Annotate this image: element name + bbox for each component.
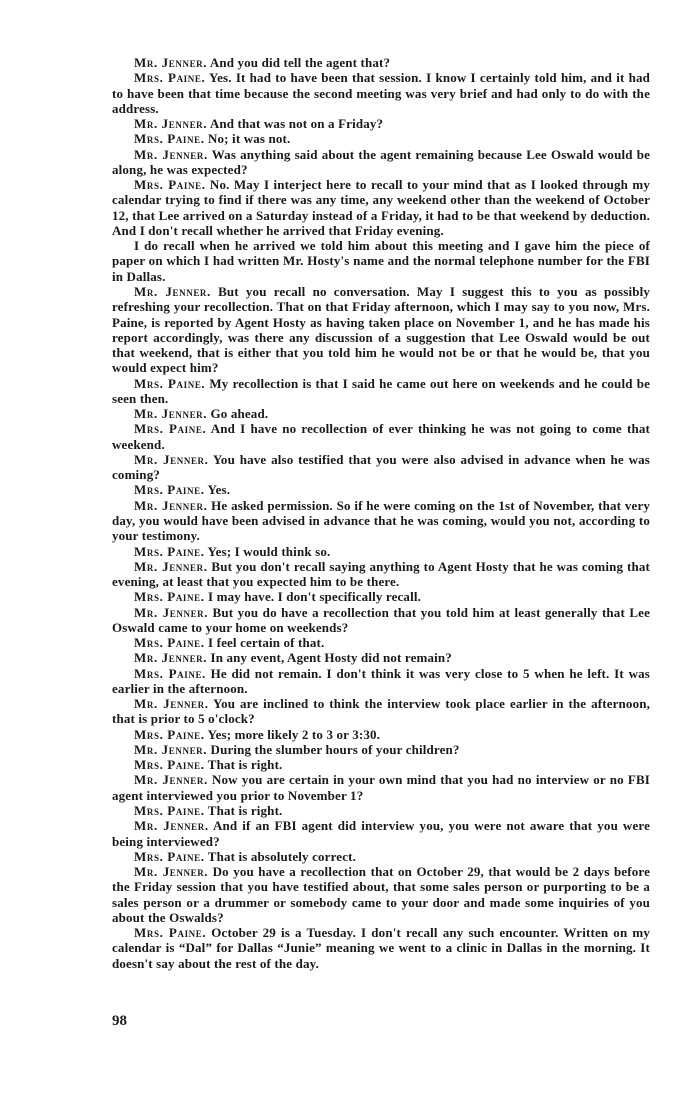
speaker-name: Mrs. Paine. (134, 70, 206, 86)
speaker-name: Mr. Jenner. (134, 146, 208, 162)
testimony-paragraph (112, 284, 650, 376)
statement-text: He asked permission. So if he were coming on the 1st of November, that very day, you would have been advised in advance that he was coming, would you not, according to your testimony. (112, 497, 651, 544)
testimony-paragraph (112, 559, 650, 590)
testimony-paragraph (112, 742, 650, 757)
statement-text: That is right. (207, 757, 283, 773)
speaker-name: Mr. Jenner. (134, 772, 208, 788)
testimony-paragraph (112, 772, 650, 803)
statement-text: You have also testified that you were also advised in advance when he was coming? (112, 451, 651, 483)
testimony-paragraph (112, 452, 650, 483)
page-number: 98 (112, 1013, 127, 1029)
speaker-name: Mrs. Paine. (134, 131, 205, 147)
speaker-name: Mrs. Paine. (134, 421, 207, 437)
testimony-paragraph (112, 406, 650, 421)
testimony-text (112, 55, 650, 971)
statement-text: October 29 is a Tuesday. I don't recall any such encounter. Written on my calendar is “Dal” for Dallas “Junie” meaning we went to a clinic in Dallas in the morning. It doesn't say about the rest of the day. (112, 925, 651, 971)
testimony-paragraph (112, 803, 650, 818)
statement-text: I do recall when he arrived we told him about this meeting and I gave him the piece of paper on which I had written Mr. Hosty's name and the normal telephone number for the FBI in Dallas. (112, 238, 650, 284)
statement-text: You are inclined to think the interview took place earlier in the afternoon, that is prior to 5 o'clock? (112, 696, 651, 727)
speaker-name: Mrs. Paine. (134, 848, 205, 864)
testimony-paragraph (112, 238, 650, 284)
testimony-paragraph (112, 650, 650, 665)
testimony-paragraph (112, 666, 650, 697)
speaker-name: Mrs. Paine. (134, 543, 205, 559)
speaker-name: Mr. Jenner. (134, 116, 208, 132)
statement-text: That is absolutely correct. (207, 848, 356, 864)
speaker-name: Mrs. Paine. (134, 375, 206, 391)
testimony-paragraph (112, 147, 650, 178)
statement-text: And you did tell the agent that? (209, 55, 391, 70)
speaker-name: Mrs. Paine. (134, 726, 205, 742)
testimony-paragraph (112, 544, 650, 559)
speaker-name: Mr. Jenner. (134, 497, 208, 513)
statement-text: During the slumber hours of your children? (210, 741, 460, 757)
testimony-paragraph (112, 177, 650, 238)
statement-text: Go ahead. (210, 406, 269, 422)
statement-text: Now you are certain in your own mind that you had no interview or no FBI agent interviewed you prior to November 1? (112, 772, 651, 803)
speaker-name: Mrs. Paine. (134, 665, 206, 681)
statement-text: No; it was not. (207, 131, 291, 147)
speaker-name: Mr. Jenner. (134, 451, 209, 467)
statement-text: But you recall no conversation. May I suggest this to you as possibly refreshing your recollection. That on that Friday afternoon, which I may say to you now, Mrs. Paine, is reported by Agent Hosty as having taken place on November 1, and he has made his report accordingly, was there any discussion of a suggestion that Lee Oswald would be out that weekend, that is either that you told him he would not be or that he would be, that you would expect him? (112, 283, 650, 376)
statement-text: No. May I interject here to recall to your mind that as I looked through my calendar trying to find if there was any time, any weekend other than the weekend of October 12, that Lee arrived on a Saturday instead of a Friday, it had to be that weekend by deduction. And I don't recall whether he arrived that Friday evening. (112, 177, 650, 238)
testimony-paragraph (112, 864, 650, 925)
speaker-name: Mr. Jenner. (134, 818, 209, 834)
speaker-name: Mr. Jenner. (134, 864, 209, 880)
testimony-paragraph (112, 818, 650, 849)
speaker-name: Mr. Jenner. (134, 604, 209, 620)
statement-text: Do you have a recollection that on October 29, that would be 2 days before the Friday session that you have testified about, that some sales person or purporting to be a sales person or a drummer or somebody came to your door and made some inquiries of you about the Oswalds? (112, 864, 650, 925)
statement-text: And if an FBI agent did interview you, you were not aware that you were being interviewed? (112, 818, 651, 849)
speaker-name: Mrs. Paine. (134, 803, 205, 819)
speaker-name: Mr. Jenner. (134, 55, 208, 70)
testimony-paragraph (112, 635, 650, 650)
testimony-paragraph (112, 482, 650, 497)
statement-text: Yes; I would think so. (207, 543, 331, 559)
testimony-paragraph (112, 605, 650, 636)
statement-text: Yes. It had to have been that session. I know I certainly told him, and it had to have been that time because the second meeting was very brief and had only to do with the address. (112, 70, 651, 116)
statement-text: I feel certain of that. (207, 635, 325, 651)
statement-text: Yes; more likely 2 to 3 or 3:30. (207, 726, 381, 742)
speaker-name: Mrs. Paine. (134, 925, 207, 941)
testimony-paragraph (112, 55, 650, 70)
statement-text: Was anything said about the agent remaining because Lee Oswald would be along, he was expected? (112, 146, 651, 177)
testimony-paragraph (112, 376, 650, 407)
speaker-name: Mr. Jenner. (134, 696, 209, 712)
statement-text: But you do have a recollection that you told him at least generally that Lee Oswald came to your home on weekends? (112, 604, 650, 635)
speaker-name: Mrs. Paine. (134, 635, 205, 651)
statement-text: But you don't recall saying anything to Agent Hosty that he was coming that evening, at least that you expected him to be there. (112, 558, 651, 590)
statement-text: My recollection is that I said he came out here on weekends and he could be seen then. (112, 375, 650, 406)
testimony-paragraph (112, 696, 650, 727)
speaker-name: Mrs. Paine. (134, 589, 205, 605)
testimony-paragraph (112, 70, 650, 116)
speaker-name: Mr. Jenner. (134, 650, 208, 666)
speaker-name: Mr. Jenner. (134, 558, 208, 574)
statement-text: And I have no recollection of ever thinking he was not going to come that weekend. (112, 421, 650, 452)
statement-text: I may have. I don't specifically recall. (207, 589, 422, 605)
statement-text: And that was not on a Friday? (209, 116, 384, 132)
testimony-paragraph (112, 757, 650, 772)
testimony-paragraph (112, 498, 650, 544)
testimony-paragraph (112, 421, 650, 452)
testimony-paragraph (112, 727, 650, 742)
testimony-paragraph (112, 116, 650, 131)
speaker-name: Mrs. Paine. (134, 482, 205, 498)
speaker-name: Mrs. Paine. (134, 757, 205, 773)
statement-text: That is right. (207, 803, 283, 819)
speaker-name: Mr. Jenner. (134, 741, 208, 757)
speaker-name: Mrs. Paine. (134, 177, 206, 193)
speaker-name: Mr. Jenner. (134, 406, 208, 422)
statement-text: He did not remain. I don't think it was very close to 5 when he left. It was earlier in the afternoon. (112, 665, 650, 696)
statement-text: In any event, Agent Hosty did not remain? (210, 650, 452, 666)
testimony-paragraph (112, 849, 650, 864)
speaker-name: Mr. Jenner. (134, 283, 211, 299)
testimony-paragraph (112, 131, 650, 146)
statement-text: Yes. (207, 482, 231, 498)
testimony-paragraph (112, 925, 650, 971)
testimony-paragraph (112, 589, 650, 604)
